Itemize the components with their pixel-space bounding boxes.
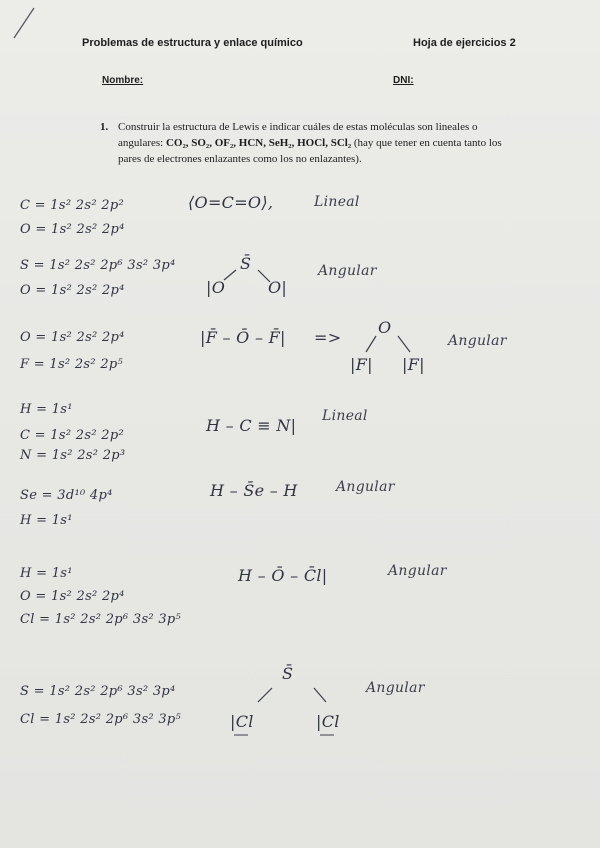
question-1	[100, 119, 520, 167]
of2-config-o: O = 1s² 2s² 2p⁴	[20, 330, 125, 345]
of2-bond-left	[366, 336, 376, 352]
hcn-config-n: N = 1s² 2s² 2p³	[20, 448, 126, 463]
scl2-lewis-s: S̄	[282, 664, 294, 683]
so2-shape: Angular	[318, 263, 377, 279]
scl2-shape: Angular	[366, 680, 425, 696]
scl2-bond-left	[258, 688, 272, 702]
hocl-lewis: H – Ō – C̄l|	[238, 566, 328, 585]
so2-lewis-o-right: O|	[268, 278, 288, 297]
question-molecules: CO₂, SO₂, OF₂, HCN, SeH₂, HOCl, SCl₂	[165, 137, 352, 149]
co2-lewis: ⟨O=C=O⟩,	[188, 193, 274, 212]
of2-geo-f-left: |F|	[350, 355, 373, 374]
co2-shape: Lineal	[314, 194, 360, 210]
scl2-lewis-cl-right: |Cl	[316, 712, 340, 731]
hocl-config-cl: Cl = 1s² 2s² 2p⁶ 3s² 3p⁵	[20, 612, 182, 627]
sheet-number: Hoja de ejercicios 2	[413, 37, 516, 49]
scl2-bond-right	[314, 688, 326, 702]
of2-geo-f-right: |F|	[402, 355, 425, 374]
hocl-shape: Angular	[388, 563, 447, 579]
of2-config-f: F = 1s² 2s² 2p⁵	[20, 357, 124, 372]
seh2-shape: Angular	[336, 479, 395, 495]
name-label: Nombre:	[102, 75, 144, 86]
margin-stroke	[14, 8, 34, 38]
scl2-config-cl: Cl = 1s² 2s² 2p⁶ 3s² 3p⁵	[20, 712, 182, 727]
of2-shape: Angular	[448, 333, 507, 349]
question-text	[118, 119, 520, 167]
scl2-lewis-cl-left: |Cl	[230, 712, 254, 731]
hcn-lewis: H – C ≡ N|	[206, 416, 297, 435]
scl2-config-s: S = 1s² 2s² 2p⁶ 3s² 3p⁴	[20, 684, 176, 699]
hcn-config-c: C = 1s² 2s² 2p²	[20, 428, 124, 443]
of2-lewis: |F̄ – Ō – F̄|	[200, 328, 286, 347]
hcn-config-h: H = 1s¹	[20, 402, 73, 417]
seh2-config-se: Se = 3d¹⁰ 4p⁴	[20, 488, 113, 503]
hocl-config-o: O = 1s² 2s² 2p⁴	[20, 589, 125, 604]
worksheet-title: Problemas de estructura y enlace químico	[82, 37, 303, 49]
hocl-config-h: H = 1s¹	[20, 566, 73, 581]
co2-config-o: O = 1s² 2s² 2p⁴	[20, 222, 125, 237]
so2-bond-left	[224, 270, 236, 280]
of2-arrow: =>	[314, 328, 342, 347]
question-text-start: Construir la estructura de Lewis e indicar cuáles de estas moléculas son lineales o angulares:	[118, 121, 478, 149]
of2-geo-o: O	[378, 318, 392, 337]
so2-lewis-o-left: |O	[206, 278, 226, 297]
seh2-config-h: H = 1s¹	[20, 513, 73, 528]
hcn-shape: Lineal	[322, 408, 368, 424]
so2-lewis-s: S̄	[240, 254, 252, 273]
of2-bond-right	[398, 336, 410, 352]
so2-config-o: O = 1s² 2s² 2p⁴	[20, 283, 125, 298]
seh2-lewis: H – S̄e – H	[210, 481, 298, 500]
co2-config-c: C = 1s² 2s² 2p²	[20, 198, 124, 213]
question-number: 1.	[100, 121, 109, 133]
dni-label: DNI:	[393, 75, 414, 86]
question-text-end: (hay que tener en cuenta tanto los pares de electrones enlazantes como los no enlazantes).	[118, 137, 502, 165]
so2-config-s: S = 1s² 2s² 2p⁶ 3s² 3p⁴	[20, 258, 176, 273]
